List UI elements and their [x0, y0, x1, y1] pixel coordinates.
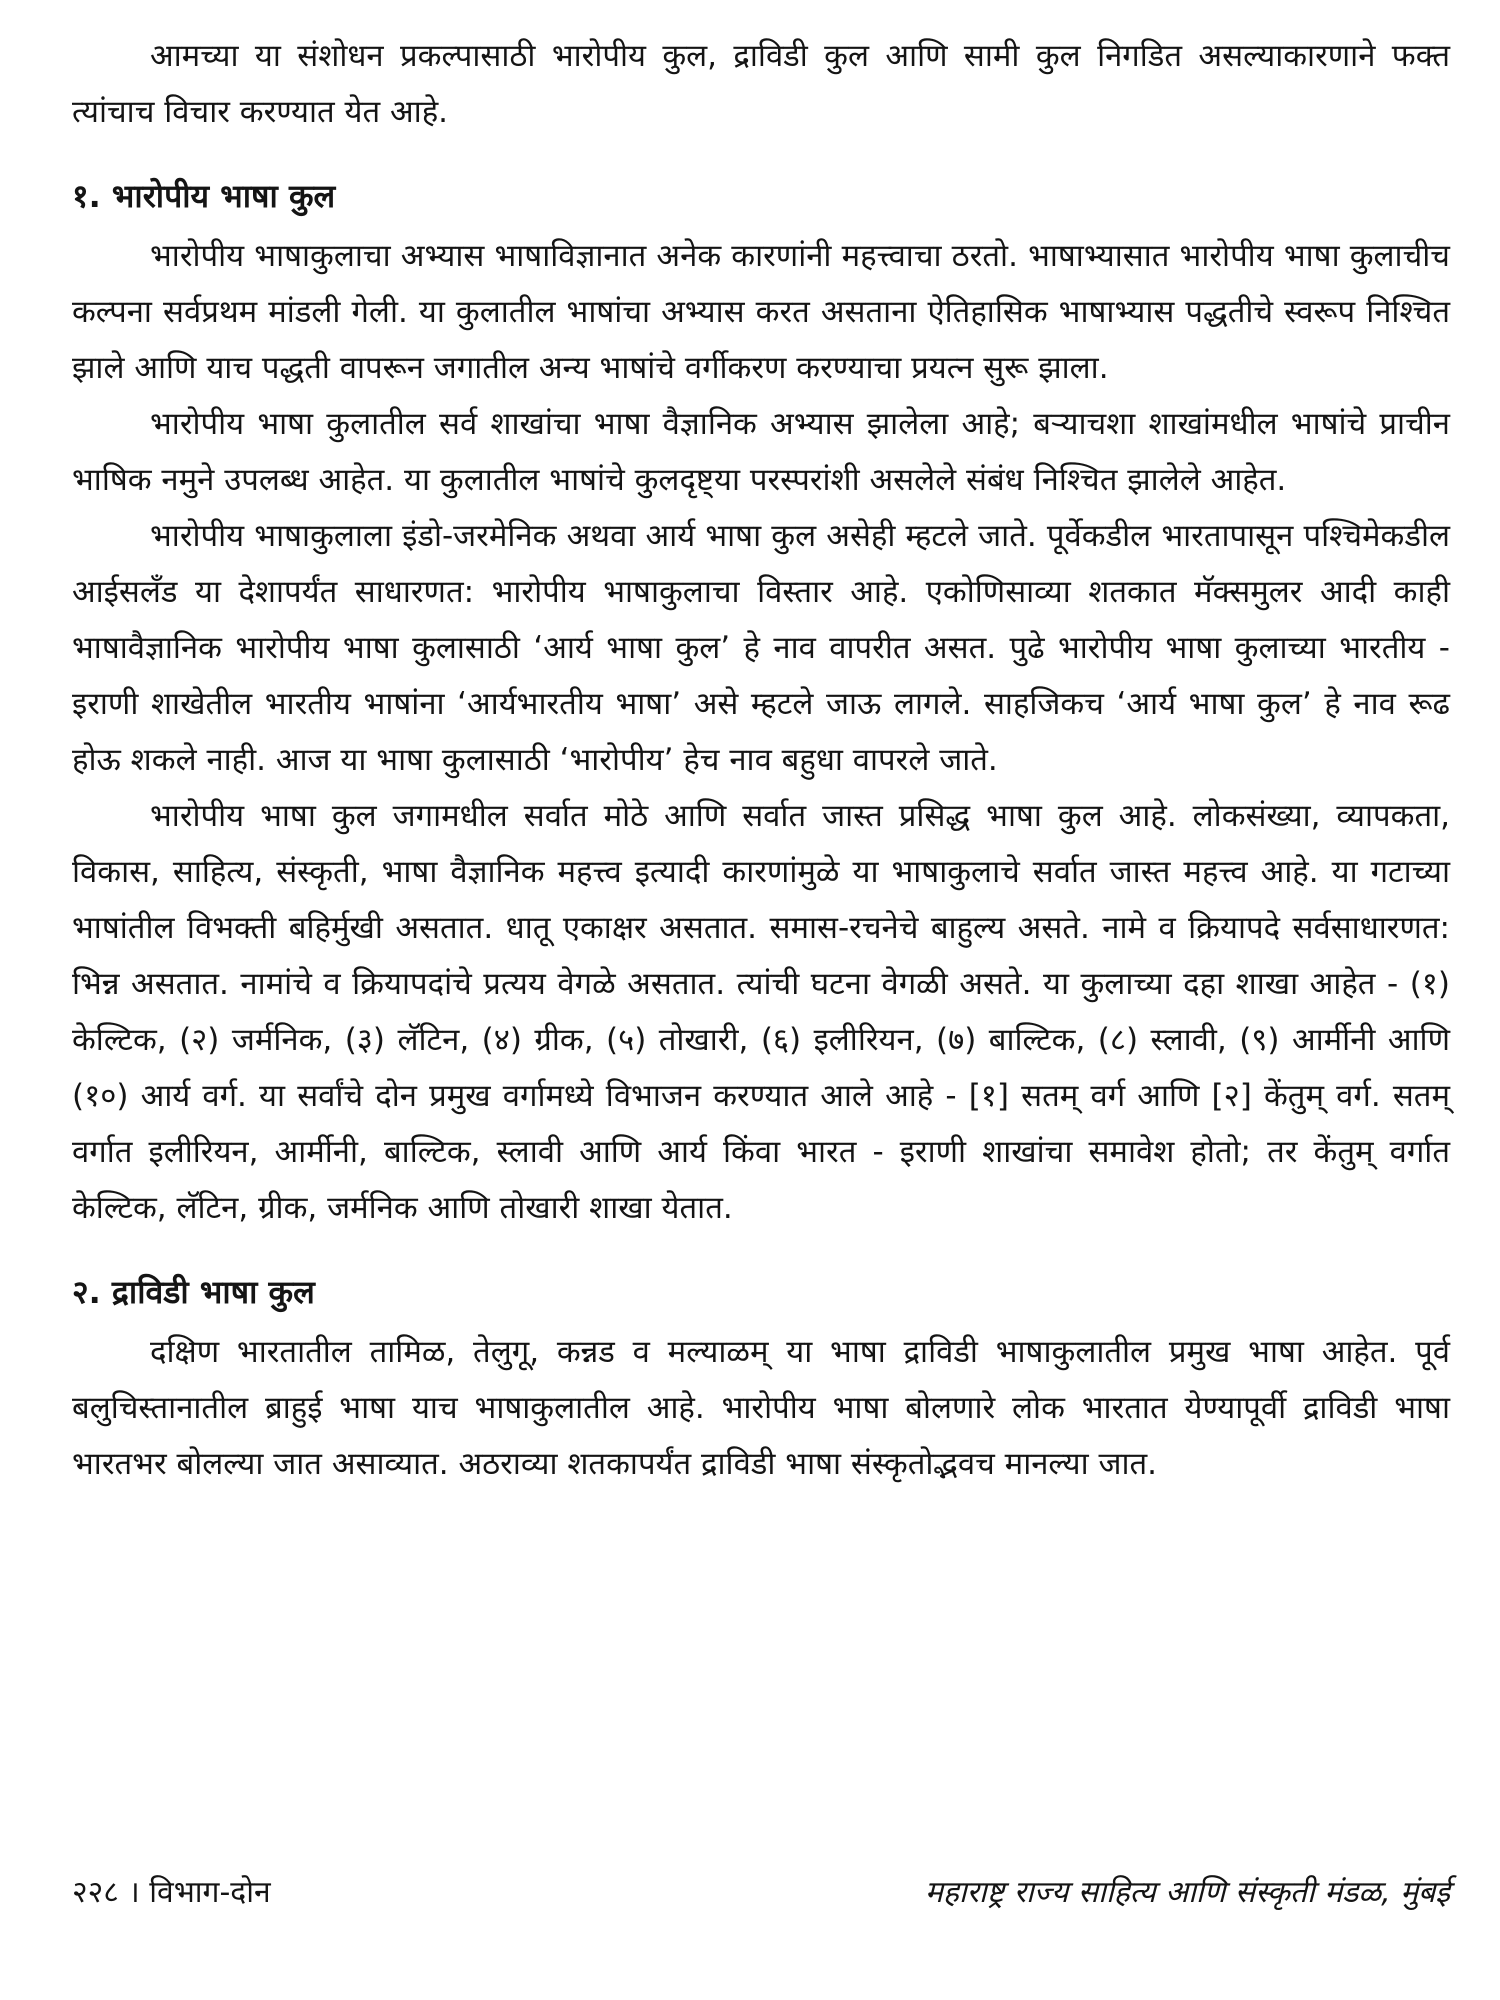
paragraph: भारोपीय भाषाकुलाचा अभ्यास भाषाविज्ञानात अनेक कारणांनी महत्त्वाचा ठरतो. भाषाभ्यासात भारोपीय भाषा कुलाचीच कल्पना सर्वप्रथम मांडली गेली. या कुलातील भाषांचा अभ्यास करत असताना ऐतिहासिक भाषाभ्यास पद्धतीचे स्वरूप निश्चित झाले आणि याच पद्धती वापरून जगातील अन्य भाषांचे वर्गीकरण करण्याचा प्रयत्न सुरू झाला. [72, 238, 1450, 386]
publisher-name: महाराष्ट्र राज्य साहित्य आणि संस्कृती मंडळ, मुंबई [925, 1875, 1450, 1910]
document-page [72, 28, 1450, 1968]
section-heading-indo-european: १. भारोपीय भाषा कुल [72, 177, 336, 215]
paragraph: दक्षिण भारतातील तामिळ, तेलुगू, कन्नड व मल्याळम् या भाषा द्राविडी भाषाकुलातील प्रमुख भाषा आहेत. पूर्व बलुचिस्तानातील ब्राहुई भाषा याच भाषाकुलातील आहे. भारोपीय भाषा बोलणारे लोक भारतात येण्यापूर्वी द्राविडी भाषा भारतभर बोलल्या जात असाव्यात. अठराव्या शतकापर्यंत द्राविडी भाषा संस्कृतोद्भवच मानल्या जात. [72, 1334, 1450, 1482]
section-heading-dravidian: २. द्राविडी भाषा कुल [72, 1273, 315, 1311]
intro-paragraph: आमच्या या संशोधन प्रकल्पासाठी भारोपीय कुल, द्राविडी कुल आणि सामी कुल निगडित असल्याकारणाने फक्त त्यांचाच विचार करण्यात येत आहे. [72, 38, 1450, 130]
page-footer [72, 1868, 1450, 1918]
paragraph: भारोपीय भाषा कुलातील सर्व शाखांचा भाषा वैज्ञानिक अभ्यास झालेला आहे; बऱ्याचशा शाखांमधील भाषांचे प्राचीन भाषिक नमुने उपलब्ध आहेत. या कुलातील भाषांचे कुलदृष्ट्या परस्परांशी असलेले संबंध निश्चित झालेले आहेत. [72, 406, 1450, 498]
paragraph: भारोपीय भाषा कुल जगामधील सर्वात मोठे आणि सर्वात जास्त प्रसिद्ध भाषा कुल आहे. लोकसंख्या, व्यापकता, विकास, साहित्य, संस्कृती, भाषा वैज्ञानिक महत्त्व इत्यादी कारणांमुळे या भाषाकुलाचे सर्वात जास्त महत्त्व आहे. या गटाच्या भाषांतील विभक्ती बहिर्मुखी असतात. धातू एकाक्षर असतात. समास-रचनेचे बाहुल्य असते. नामे व क्रियापदे सर्वसाधारणत: भिन्न असतात. नामांचे व क्रियापदांचे प्रत्यय वेगळे असतात. त्यांची घटना वेगळी असते. या कुलाच्या दहा शाखा आहेत - (१) केल्टिक, (२) जर्मनिक, (३) लॅटिन, (४) ग्रीक, (५) तोखारी, (६) इलीरियन, (७) बाल्टिक, (८) स्लावी, (९) आर्मीनी आणि (१०) आर्य वर्ग. या सर्वांचे दोन प्रमुख वर्गामध्ये विभाजन करण्यात आले आहे - [१] सतम् वर्ग आणि [२] केंतुम् वर्ग. सतम् वर्गात इलीरियन, आर्मीनी, बाल्टिक, स्लावी आणि आर्य किंवा भारत - इराणी शाखांचा समावेश होतो; तर केंतुम् वर्गात केल्टिक, लॅटिन, ग्रीक, जर्मनिक आणि तोखारी शाखा येतात. [72, 798, 1450, 1226]
page-number-label: २२८ । विभाग-दोन [72, 1875, 271, 1910]
paragraph: भारोपीय भाषाकुलाला इंडो-जरमेनिक अथवा आर्य भाषा कुल असेही म्हटले जाते. पूर्वेकडील भारतापासून पश्चिमेकडील आईसलँड या देशापर्यंत साधारणत: भारोपीय भाषाकुलाचा विस्तार आहे. एकोणिसाव्या शतकात मॅक्समुलर आदी काही भाषावैज्ञानिक भारोपीय भाषा कुलासाठी ‘आर्य भाषा कुल’ हे नाव वापरीत असत. पुढे भारोपीय भाषा कुलाच्या भारतीय - इराणी शाखेतील भारतीय भाषांना ‘आर्यभारतीय भाषा’ असे म्हटले जाऊ लागले. साहजिकच ‘आर्य भाषा कुल’ हे नाव रूढ होऊ शकले नाही. आज या भाषा कुलासाठी ‘भारोपीय’ हेच नाव बहुधा वापरले जाते. [72, 518, 1450, 778]
